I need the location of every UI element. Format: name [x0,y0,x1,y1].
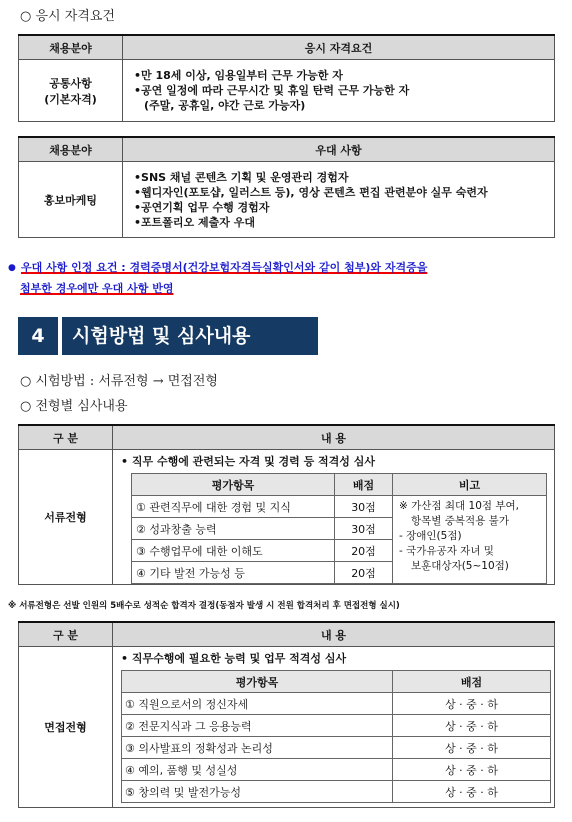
eval-score: 30점 [335,518,393,540]
header-content: 내 용 [113,622,555,647]
list-item: •공연기획 업무 수행 경험자 [134,200,270,214]
list-item: •포트폴리오 제출자 우대 [134,215,255,229]
document-screening-table [18,424,555,585]
qualification-table [18,34,555,122]
method-text: ○ 시험방법 : 서류전형 → 면접전형 [20,374,218,389]
eval-score: 20점 [335,540,393,562]
document-headline: • 직무 수행에 관련되는 자격 및 경력 등 적격성 심사 [121,455,376,468]
header-category: 구 분 [19,622,113,647]
eval-item: ① 직원으로서의 정신자세 [122,693,393,715]
list-item: (주말, 공휴일, 야간 근로 가능자) [144,99,306,112]
eval-remark [393,496,547,584]
row-label-marketing: 홍보마케팅 [19,162,123,238]
note-line1: 우대 사항 인정 요건 : 경력증명서(건강보험자격득실확인서와 같이 첨부)와 자격증을 [20,261,428,274]
list-item: •웹디자인(포토샵, 일러스트 등), 영상 콘텐츠 편집 관련분야 실무 숙련자 [134,185,488,199]
note-bullet-icon: ● [8,263,16,273]
eval-header-remark: 비고 [393,474,547,496]
eval-header-item: 평가항목 [132,474,335,496]
eval-score: 30점 [335,496,393,518]
eval-score: 상 · 중 · 하 [393,781,551,803]
note-line2: 첨부한 경우에만 우대 사항 반영 [20,282,174,295]
eval-item: ② 성과창출 능력 [132,518,335,540]
header-field: 채용분야 [19,35,123,60]
eval-item: ② 전문지식과 그 응용능력 [122,715,393,737]
preference-table [18,136,555,238]
row-label-line1: 공통사항 [49,76,92,90]
interview-headline: • 직무수행에 필요한 능력 및 업무 적격성 심사 [121,652,347,665]
remark-line: ※ 가산점 최대 10점 부여, [399,500,519,512]
eval-score: 상 · 중 · 하 [393,715,551,737]
header-content: 내 용 [113,425,555,450]
list-item: •SNS 채널 콘텐츠 기획 및 운영관리 경험자 [134,170,349,184]
section-title-box [62,317,318,355]
list-item: •만 18세 이상, 임용일부터 근무 가능한 자 [134,69,343,82]
remark-line: - 장애인(5점) [399,530,462,542]
document-eval-table [131,473,547,584]
remark-line: 항목별 중복적용 불가 [411,515,509,527]
preference-note [8,256,563,298]
row-label-line2: (기본자격) [44,92,97,106]
eval-header-score: 배점 [393,671,551,693]
qualification-content [123,60,555,122]
eval-item: ④ 기타 발전 가능성 등 [132,562,335,584]
header-qualification: 응시 자격요건 [123,35,555,60]
preference-content [123,162,555,238]
row-label-common [19,60,123,122]
row-label-interview: 면접전형 [19,647,113,808]
eval-score: 상 · 중 · 하 [393,737,551,759]
section-title: 시험방법 및 심사내용 [72,325,251,347]
row-label-document: 서류전형 [19,450,113,585]
eval-header-item: 평가항목 [122,671,393,693]
section-number: 4 [31,325,45,347]
eval-score: 상 · 중 · 하 [393,693,551,715]
eval-item: ③ 수행업무에 대한 이해도 [132,540,335,562]
interview-content [113,647,555,808]
eval-score: 20점 [335,562,393,584]
document-content [113,450,555,585]
remark-line: 보훈대상자(5~10점) [411,560,509,572]
remark-line: - 국가유공자 자녀 및 [399,545,494,557]
eval-item: ③ 의사발표의 정확성과 논리성 [122,737,393,759]
section-number-box [18,317,58,355]
eval-item: ④ 예의, 품행 및 성실성 [122,759,393,781]
eval-item: ① 관련직무에 대한 경험 및 지식 [132,496,335,518]
eval-score: 상 · 중 · 하 [393,759,551,781]
header-field: 채용분야 [19,137,123,162]
header-preference: 우대 사항 [123,137,555,162]
eval-header-score: 배점 [335,474,393,496]
interview-table [18,621,555,808]
footnote: ※ 서류전형은 선발 인원의 5배수로 성적순 합격자 결정(동점자 발생 시 전원 합격처리 후 면접전형 실시) [8,601,400,611]
criteria-heading: ○ 전형별 심사내용 [20,399,128,414]
header-category: 구 분 [19,425,113,450]
section-heading-qualification: ○ 응시 자격요건 [20,9,115,24]
interview-eval-table [121,670,551,803]
eval-item: ⑤ 창의력 및 발전가능성 [122,781,393,803]
list-item: •공연 일정에 따라 근무시간 및 휴일 탄력 근무 가능한 자 [134,84,410,97]
